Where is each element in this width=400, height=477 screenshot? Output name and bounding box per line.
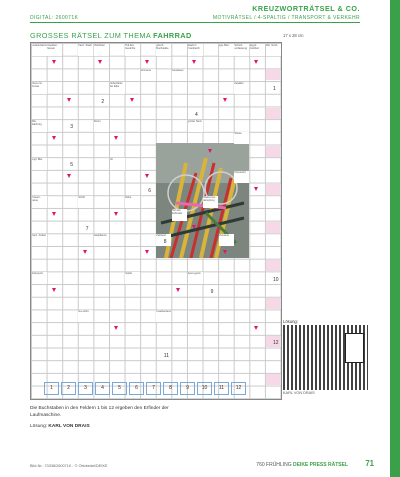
highlight-cell xyxy=(266,374,280,385)
clue-cell: Zahlwort xyxy=(156,234,171,246)
footer-issue-prefix: 760 FRÜHLING xyxy=(256,462,292,468)
puzzle-number: 5 xyxy=(70,162,73,169)
thumbnail-photo-area xyxy=(345,333,364,363)
puzzle-number: 11 xyxy=(163,352,169,359)
clue-arrow-icon xyxy=(52,60,56,64)
crossword-grid xyxy=(30,42,282,400)
clue-cell: Strom xyxy=(94,120,109,132)
puzzle-number: 10 xyxy=(273,276,279,283)
clue-arrow-icon xyxy=(176,288,180,292)
clue-arrow-icon xyxy=(130,98,134,102)
thumbnail-caption: KARL VON DRAIS xyxy=(283,391,315,395)
footer-credit: Bild-Nr.: 70338/260071K - © Ottobedel/DEIKE xyxy=(30,464,108,468)
clue-cell: Heilpflanze xyxy=(94,234,109,246)
clue-arrow-icon xyxy=(114,136,118,140)
clue-cell: Rebe xyxy=(125,196,140,208)
clue-arrow-icon xyxy=(114,326,118,330)
puzzle-number: 8 xyxy=(163,238,167,245)
clue-cell: Zeitalter xyxy=(234,82,249,94)
clue-arrow-icon xyxy=(223,250,227,254)
size-label: 17 x 28 cm xyxy=(283,33,304,38)
puzzle-number: 2 xyxy=(101,98,105,105)
clue-cell: ugs. Bier xyxy=(219,44,234,56)
clue-arrow-icon xyxy=(52,136,56,140)
puzzle-number: 1 xyxy=(273,86,276,93)
solution-label: Lösung: xyxy=(30,424,48,429)
puzzle-number: 6 xyxy=(148,187,151,194)
solution-slot[interactable]: 12 xyxy=(231,382,246,395)
clue-arrow-icon xyxy=(83,250,87,254)
solution-slot[interactable]: 3 xyxy=(78,382,93,395)
page-header xyxy=(0,0,400,22)
clue-cell: Ort xyxy=(110,158,125,170)
clue-arrow-icon xyxy=(114,212,118,216)
clue-arrow-icon xyxy=(52,212,56,216)
clue-cell: Nebenfluss der Elbe xyxy=(110,82,125,94)
header-rule xyxy=(30,22,360,23)
clue-cell: Teil des Fahrrads xyxy=(172,209,187,221)
solution-slot[interactable]: 5 xyxy=(112,382,127,395)
clue-arrow-icon xyxy=(67,98,71,102)
solution-slot[interactable]: 2 xyxy=(61,382,76,395)
clue-cell: Vorname xyxy=(219,234,234,246)
solution-slot[interactable]: 10 xyxy=(197,382,212,395)
clue-cell: Insektenlarve xyxy=(156,310,171,322)
clue-cell: Vorname xyxy=(141,69,156,81)
clue-cell: Viehfutter xyxy=(94,44,109,56)
solution-slot[interactable]: 8 xyxy=(163,382,178,395)
clue-cell: Schutz-umfassung xyxy=(234,44,249,56)
clue-cell: Gewässer xyxy=(172,69,187,81)
clue-arrow-icon xyxy=(67,174,71,178)
puzzle-number: 12 xyxy=(273,340,279,347)
clue-cell: ägypt. Gottheit xyxy=(250,44,265,56)
clue-arrow-icon xyxy=(192,225,196,229)
page-number: 71 xyxy=(365,459,374,468)
clue-cell: Schilf xyxy=(78,196,93,208)
clue-arrow-icon xyxy=(145,174,149,178)
puzzle-number: 9 xyxy=(210,289,214,296)
clue-cell: Körperteil xyxy=(234,171,249,183)
footer-publisher: DEIKE PRESS RÄTSEL xyxy=(292,462,348,468)
solution-slots xyxy=(44,382,248,395)
puzzle-number: 3 xyxy=(70,124,73,131)
clue-arrow-icon xyxy=(52,288,56,292)
clue-cell: engl. Bier xyxy=(32,158,47,170)
category-label: MOTIVRÄTSEL / 4-SPALTIG / TRANSPORT & VERKEHR xyxy=(212,15,360,21)
brand-title: KREUZWORTRÄTSEL & CO. xyxy=(252,4,360,13)
clue-arrow-icon xyxy=(192,60,196,64)
clue-cell: Gipfel xyxy=(125,272,140,284)
highlight-cell xyxy=(266,298,280,309)
clue-arrow-icon xyxy=(145,250,149,254)
highlight-cell xyxy=(266,146,280,157)
clue-cell: Rad-sport xyxy=(32,272,47,284)
clue-cell: Abk. Salzburg xyxy=(32,120,47,132)
solution-answer: KARL VON DRAIS xyxy=(48,424,90,429)
solution-slot[interactable]: 1 xyxy=(44,382,59,395)
clue-cell: Insektenlarve xyxy=(32,44,47,56)
solution-answer-line xyxy=(30,424,90,429)
solution-slot[interactable]: 6 xyxy=(129,382,144,395)
clue-arrow-icon xyxy=(254,60,258,64)
puzzle-number: 7 xyxy=(85,225,89,232)
side-accent-bar xyxy=(390,0,400,477)
puzzle-title xyxy=(30,31,192,40)
clue-cell: franz. Stadt xyxy=(78,44,93,56)
puzzle-number: 4 xyxy=(195,111,198,118)
clue-cell: Abk. Nord- xyxy=(266,44,281,56)
clue-arrow-icon xyxy=(98,60,102,64)
solution-slot[interactable]: 11 xyxy=(214,382,229,395)
clue-cell: Ge-schirr xyxy=(78,310,93,322)
clue-arrow-icon xyxy=(208,149,212,153)
clue-arrow-icon xyxy=(145,60,149,64)
highlight-cell xyxy=(266,69,280,80)
clue-cell: großer Stern xyxy=(188,120,203,132)
clue-cell: griech. Buchstabe xyxy=(156,44,171,56)
clue-arrow-icon xyxy=(254,187,258,191)
clue-cell: Frauen-name xyxy=(32,196,47,208)
highlight-cell xyxy=(266,222,280,233)
footer-issue xyxy=(256,462,348,468)
clue-arrow-icon xyxy=(223,98,227,102)
clue-cell: Wüste xyxy=(234,132,249,144)
solution-slot[interactable]: 7 xyxy=(146,382,161,395)
thumbnail-label: Lösung: xyxy=(283,319,298,324)
clue-cell: Teil des Gesichts xyxy=(125,44,140,56)
digital-id: DIGITAL: 260071K xyxy=(30,15,79,21)
clue-cell: Fluss zur Donau xyxy=(32,82,47,94)
clue-arrow-icon xyxy=(254,326,258,330)
highlight-cell xyxy=(266,260,280,271)
clue-cell: Stadt in Frankreich xyxy=(188,44,203,56)
clue-cell: Insekten-fresser xyxy=(47,44,62,56)
solution-instruction: Die Buchstaben in den Feldern 1 bis 12 ergeben den Erfinder der Laufmaschine. xyxy=(30,406,169,418)
solution-slot[interactable]: 4 xyxy=(95,382,110,395)
highlight-cell xyxy=(266,184,280,195)
solution-slot[interactable]: 9 xyxy=(180,382,195,395)
clue-cell: Sport-gerät xyxy=(188,272,203,284)
clue-cell: franz. Artikel xyxy=(32,234,47,246)
title-prefix: GROSSES RÄTSEL ZUM THEMA xyxy=(30,31,151,40)
clue-cell: Wasserver-dampfung xyxy=(203,196,218,208)
highlight-cell xyxy=(266,108,280,119)
title-theme: FAHRRAD xyxy=(153,31,192,40)
